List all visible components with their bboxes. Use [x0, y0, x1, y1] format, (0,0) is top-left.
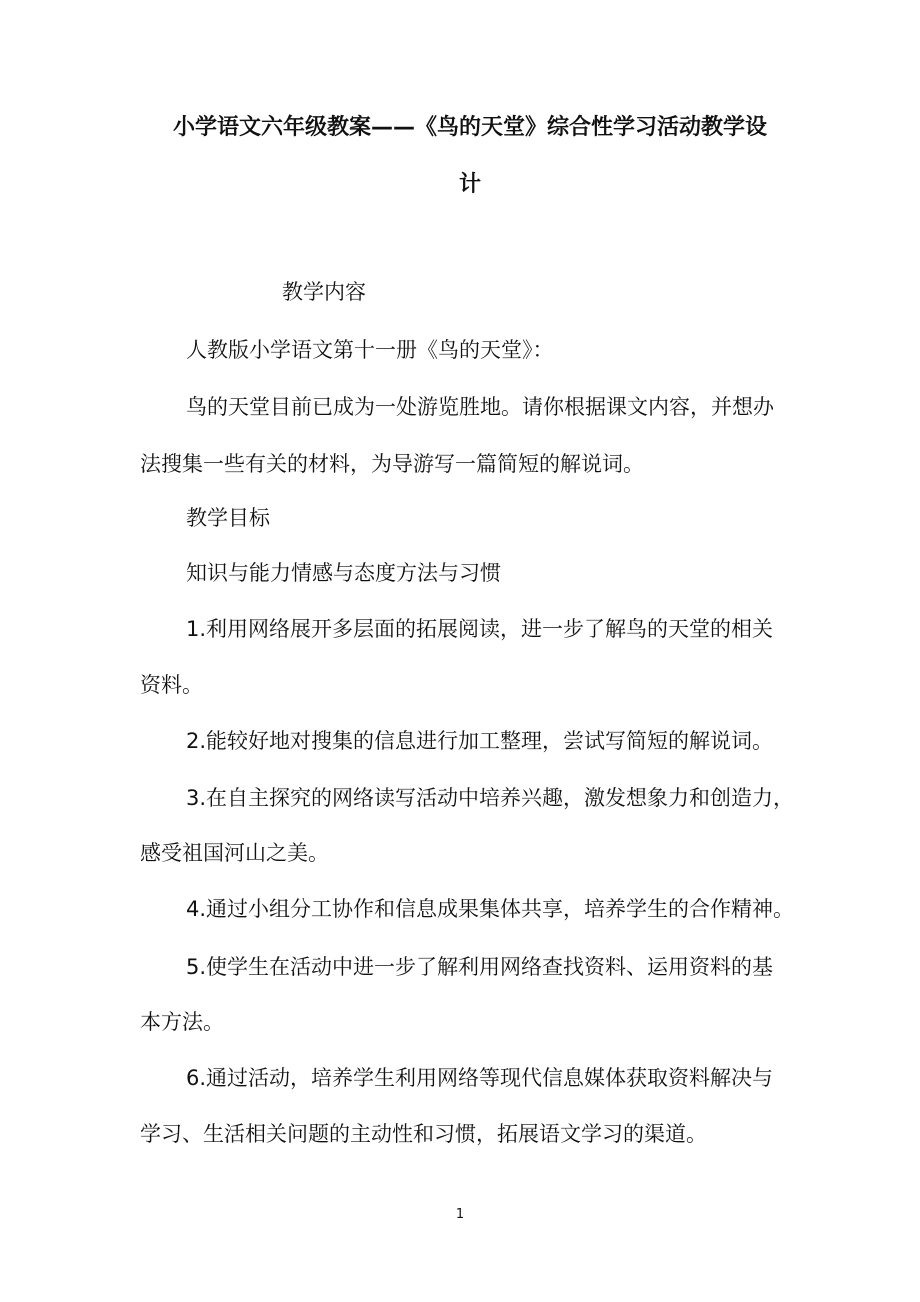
document-title-line-1: 小学语文六年级教案——《鸟的天堂》综合性学习活动教学设 [172, 115, 767, 140]
list-item-line: 5.使学生在活动中进一步了解利用网络查找资料、运用资料的基 [186, 955, 774, 979]
list-item-line: 学习、生活相关问题的主动性和习惯，拓展语文学习的渠道。 [140, 1122, 707, 1146]
paragraph-line: 知识与能力情感与态度方法与习惯 [186, 561, 501, 585]
list-item-line: 资料。 [140, 673, 203, 697]
section-heading-goals: 教学目标 [186, 506, 270, 530]
list-item-line: 3.在自主探究的网络读写活动中培养兴趣，激发想象力和创造力， [186, 786, 795, 810]
list-item-line: 6.通过活动，培养学生利用网络等现代信息媒体获取资料解决与 [186, 1066, 774, 1090]
document-title-line-2: 计 [458, 172, 481, 197]
section-heading-content: 教学内容 [282, 280, 366, 304]
paragraph-line: 人教版小学语文第十一册《鸟的天堂》： [186, 338, 554, 362]
paragraph-line: 法搜集一些有关的材料，为导游写一篇简短的解说词。 [140, 452, 644, 476]
list-item-line: 1.利用网络展开多层面的拓展阅读，进一步了解鸟的天堂的相关 [186, 617, 774, 641]
list-item-line: 本方法。 [140, 1010, 224, 1034]
list-item-line: 2.能较好地对搜集的信息进行加工整理，尝试写简短的解说词。 [186, 729, 774, 753]
paragraph-line: 鸟的天堂目前已成为一处游览胜地。请你根据课文内容，并想办 [186, 395, 774, 419]
list-item-line: 感受祖国河山之美。 [140, 841, 329, 865]
page-number: 1 [455, 1207, 465, 1222]
list-item-line: 4.通过小组分工协作和信息成果集体共享，培养学生的合作精神。 [186, 897, 795, 921]
